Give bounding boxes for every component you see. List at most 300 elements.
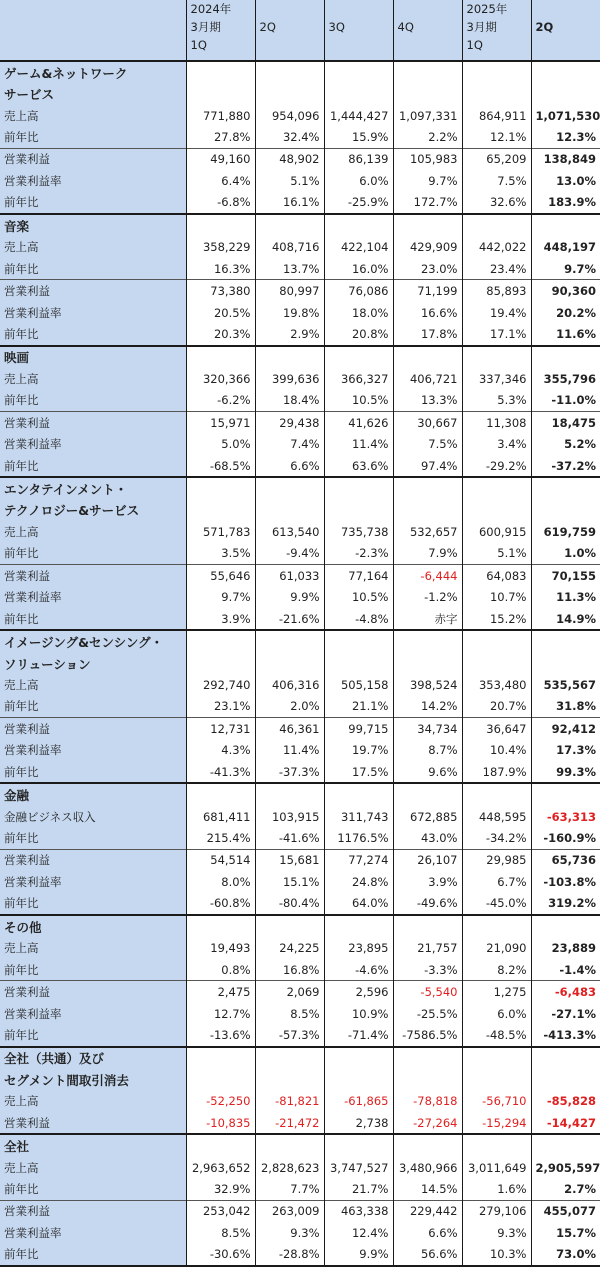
value-cell: 12.4% [324, 1222, 393, 1243]
section-title: その他 [0, 915, 186, 937]
value-cell: -6,483 [531, 981, 600, 1003]
section-title: イメージング&センシング・ [0, 630, 186, 652]
value-cell: 17.1% [462, 323, 531, 345]
value-cell: 448,595 [462, 806, 531, 827]
value-cell: 7.7% [255, 1178, 324, 1200]
empty-cell [186, 630, 255, 652]
empty-cell [324, 214, 393, 236]
row-label: 営業利益率 [0, 871, 186, 892]
value-cell: 15.1% [255, 871, 324, 892]
row-label: 前年比 [0, 959, 186, 981]
value-cell: 353,480 [462, 674, 531, 695]
value-cell: -13.6% [186, 1024, 255, 1046]
empty-cell [531, 346, 600, 368]
empty-cell [255, 1047, 324, 1069]
row-label: 前年比 [0, 893, 186, 915]
value-cell: 1.6% [462, 1178, 531, 1200]
empty-cell [393, 61, 462, 83]
value-cell: 11.6% [556, 326, 596, 341]
section-title: 金融 [0, 783, 186, 805]
value-cell: -41.6% [255, 827, 324, 849]
empty-cell [324, 1134, 393, 1156]
value-cell: 505,158 [324, 674, 393, 695]
empty-cell [462, 630, 531, 652]
value-cell: 2,596 [324, 981, 393, 1003]
value-cell: 16.1% [255, 192, 324, 214]
empty-cell [255, 630, 324, 652]
value-cell: 14.2% [393, 696, 462, 718]
value-cell: -7586.5% [393, 1024, 462, 1046]
value-cell: 10.4% [462, 740, 531, 761]
value-cell: 672,885 [393, 806, 462, 827]
header-2024-2q: 2Q [255, 0, 324, 61]
value-cell: 600,915 [462, 521, 531, 542]
empty-cell [186, 653, 255, 674]
table-row [0, 674, 600, 695]
empty-cell [186, 1047, 255, 1069]
table-row [0, 849, 600, 871]
value-cell: -10,835 [186, 1112, 255, 1134]
value-cell: -27,264 [393, 1112, 462, 1134]
value-cell: 19.7% [324, 740, 393, 761]
value-cell: 12.7% [186, 1003, 255, 1024]
value-cell: 864,911 [462, 105, 531, 126]
value-cell: 21,090 [462, 938, 531, 959]
value-cell: 11.4% [324, 433, 393, 454]
value-cell: 9.6% [393, 761, 462, 783]
table-row [0, 192, 600, 214]
value-cell: -1.2% [393, 587, 462, 608]
empty-cell [255, 346, 324, 368]
section-title-row [0, 1134, 600, 1156]
value-cell: 63.6% [324, 455, 393, 477]
table-row [0, 521, 600, 542]
value-cell: 2.0% [255, 696, 324, 718]
value-cell: 48,902 [255, 148, 324, 170]
value-cell: 21,757 [393, 938, 462, 959]
value-cell: 24.8% [324, 871, 393, 892]
empty-cell [462, 83, 531, 104]
value-cell: 1,071,530 [535, 108, 600, 123]
value-cell: 2,475 [186, 981, 255, 1003]
value-cell: 7.4% [255, 433, 324, 454]
value-cell: 14.9% [556, 611, 596, 626]
value-cell: 12,731 [186, 718, 255, 740]
empty-cell [186, 500, 255, 521]
table-row [0, 1178, 600, 1200]
value-cell: 263,009 [255, 1200, 324, 1222]
value-cell: 2,069 [255, 981, 324, 1003]
value-cell: 13.0% [556, 173, 596, 188]
table-row [0, 981, 600, 1003]
value-cell: 30,667 [393, 412, 462, 434]
value-cell: 31.8% [556, 699, 596, 714]
value-cell: 183.9% [548, 195, 596, 210]
table-row [0, 148, 600, 170]
value-cell: 16.6% [393, 302, 462, 323]
table-row [0, 1157, 600, 1178]
empty-cell [393, 214, 462, 236]
empty-cell [324, 346, 393, 368]
empty-cell [393, 477, 462, 499]
value-cell: -3.3% [393, 959, 462, 981]
value-cell: 619,759 [543, 524, 596, 539]
value-cell: 320,366 [186, 368, 255, 389]
value-cell: 8.0% [186, 871, 255, 892]
value-cell: -37.2% [551, 458, 596, 473]
row-label: 前年比 [0, 323, 186, 345]
empty-cell [393, 1047, 462, 1069]
value-cell: 17.8% [393, 323, 462, 345]
table-row [0, 126, 600, 148]
value-cell: 6.6% [393, 1222, 462, 1243]
empty-cell [186, 83, 255, 104]
value-cell: 15.9% [324, 126, 393, 148]
section-title: サービス [0, 83, 186, 104]
value-cell: 13.7% [255, 258, 324, 280]
value-cell: 398,524 [393, 674, 462, 695]
value-cell: -30.6% [186, 1244, 255, 1266]
empty-cell [186, 915, 255, 937]
value-cell: 9.3% [462, 1222, 531, 1243]
value-cell: 29,438 [255, 412, 324, 434]
value-cell: 41,626 [324, 412, 393, 434]
table-row [0, 893, 600, 915]
section-title: 映画 [0, 346, 186, 368]
value-cell: 18.0% [324, 302, 393, 323]
empty-cell [255, 83, 324, 104]
value-cell: -6.8% [186, 192, 255, 214]
value-cell: 17.3% [556, 743, 596, 758]
section-title: 全社 [0, 1134, 186, 1156]
empty-cell [462, 500, 531, 521]
row-label: 売上高 [0, 368, 186, 389]
value-cell: 3.9% [186, 608, 255, 630]
value-cell: 64,083 [462, 565, 531, 587]
value-cell: 319.2% [548, 896, 596, 911]
empty-cell [462, 346, 531, 368]
value-cell: 3.9% [393, 871, 462, 892]
value-cell: 3,747,527 [324, 1157, 393, 1178]
value-cell: 7.5% [462, 170, 531, 191]
section-title-row [0, 783, 600, 805]
value-cell: 6.0% [324, 170, 393, 191]
header-2024-4q: 4Q [393, 0, 462, 61]
value-cell: 9.7% [186, 587, 255, 608]
table-row [0, 1222, 600, 1243]
empty-cell [531, 500, 600, 521]
value-cell: -28.8% [255, 1244, 324, 1266]
value-cell: 77,164 [324, 565, 393, 587]
value-cell: 23.1% [186, 696, 255, 718]
empty-cell [393, 500, 462, 521]
table-row [0, 1024, 600, 1046]
value-cell: 99,715 [324, 718, 393, 740]
table-row [0, 433, 600, 454]
value-cell: 24,225 [255, 938, 324, 959]
value-cell: 43.0% [393, 827, 462, 849]
value-cell: 16.0% [324, 258, 393, 280]
row-label: 前年比 [0, 258, 186, 280]
table-row [0, 280, 600, 302]
empty-cell [531, 1134, 600, 1156]
value-cell: 229,442 [393, 1200, 462, 1222]
value-cell: 9.3% [255, 1222, 324, 1243]
table-row [0, 105, 600, 126]
value-cell: 20.8% [324, 323, 393, 345]
empty-cell [531, 1069, 600, 1090]
section-title: 全社（共通）及び [0, 1047, 186, 1069]
value-cell: 532,657 [393, 521, 462, 542]
value-cell: 5.0% [186, 433, 255, 454]
value-cell: 9.7% [393, 170, 462, 191]
value-cell: 46,361 [255, 718, 324, 740]
value-cell: -21,472 [255, 1112, 324, 1134]
value-cell: 279,106 [462, 1200, 531, 1222]
empty-cell [255, 653, 324, 674]
value-cell: 27.8% [186, 126, 255, 148]
value-cell: 18.4% [255, 390, 324, 412]
value-cell: 1.0% [564, 546, 596, 561]
empty-cell [393, 915, 462, 937]
section-title-row [0, 630, 600, 652]
table-row [0, 938, 600, 959]
value-cell: 49,160 [186, 148, 255, 170]
value-cell: 2.2% [393, 126, 462, 148]
value-cell: 赤字 [393, 608, 462, 630]
value-cell: -68.5% [186, 455, 255, 477]
value-cell: 56.6% [393, 1244, 462, 1266]
value-cell: 138,849 [531, 148, 600, 170]
empty-cell [255, 783, 324, 805]
value-cell: 11,308 [462, 412, 531, 434]
value-cell: 735,738 [324, 521, 393, 542]
value-cell: 15,681 [255, 849, 324, 871]
section-title: ゲーム&ネットワーク [0, 61, 186, 83]
value-cell: 20.3% [186, 323, 255, 345]
empty-cell [462, 61, 531, 83]
table-row [0, 1200, 600, 1222]
table-row [0, 543, 600, 565]
value-cell: 408,716 [255, 237, 324, 258]
table-row [0, 565, 600, 587]
value-cell: 455,077 [531, 1200, 600, 1222]
table-row [0, 608, 600, 630]
row-label: 売上高 [0, 1091, 186, 1112]
value-cell: -49.6% [393, 893, 462, 915]
value-cell: 448,197 [543, 240, 596, 255]
value-cell: 1,275 [462, 981, 531, 1003]
value-cell: 85,893 [462, 280, 531, 302]
value-cell: -71.4% [324, 1024, 393, 1046]
section-title-row [0, 477, 600, 499]
value-cell: 11.3% [556, 590, 596, 605]
value-cell: 86,139 [324, 148, 393, 170]
value-cell: 406,316 [255, 674, 324, 695]
value-cell: -413.3% [543, 1027, 596, 1042]
value-cell: -11.0% [551, 393, 596, 408]
value-cell: 64.0% [324, 893, 393, 915]
empty-cell [186, 1134, 255, 1156]
row-label: 前年比 [0, 126, 186, 148]
value-cell: 0.8% [186, 959, 255, 981]
value-cell: -6,444 [393, 565, 462, 587]
value-cell: 15,971 [186, 412, 255, 434]
value-cell: 29,985 [462, 849, 531, 871]
empty-cell [186, 1069, 255, 1090]
value-cell: 8.2% [462, 959, 531, 981]
value-cell: 21.7% [324, 1178, 393, 1200]
table-row [0, 323, 600, 345]
value-cell: 6.4% [186, 170, 255, 191]
value-cell: 358,229 [186, 237, 255, 258]
table-row [0, 827, 600, 849]
value-cell: 20.5% [186, 302, 255, 323]
section-title-row [0, 214, 600, 236]
value-cell: 6.0% [462, 1003, 531, 1024]
value-cell: 2,905,597 [535, 1160, 600, 1175]
table-row [0, 455, 600, 477]
value-cell: -103.8% [543, 874, 596, 889]
empty-cell [255, 477, 324, 499]
section-title-row [0, 653, 600, 674]
value-cell: 5.1% [255, 170, 324, 191]
value-cell: 355,796 [543, 371, 596, 386]
value-cell: 292,740 [186, 674, 255, 695]
row-label: 前年比 [0, 827, 186, 849]
header-2025-2q: 2Q [531, 0, 600, 61]
value-cell: 19,493 [186, 938, 255, 959]
value-cell: 8.5% [255, 1003, 324, 1024]
empty-cell [324, 1047, 393, 1069]
row-label: 営業利益 [0, 1112, 186, 1134]
value-cell: -1.4% [559, 962, 596, 977]
empty-cell [324, 500, 393, 521]
value-cell: 105,983 [393, 148, 462, 170]
section-title-row [0, 83, 600, 104]
row-label: 前年比 [0, 455, 186, 477]
empty-cell [462, 915, 531, 937]
empty-cell [324, 1069, 393, 1090]
empty-cell [462, 214, 531, 236]
empty-cell [462, 1047, 531, 1069]
value-cell: -81,821 [255, 1091, 324, 1112]
value-cell: 73.0% [531, 1244, 600, 1266]
value-cell: 61,033 [255, 565, 324, 587]
row-label: 前年比 [0, 1244, 186, 1266]
value-cell: 18,475 [531, 412, 600, 434]
value-cell: 3.4% [462, 433, 531, 454]
table-row [0, 1112, 600, 1134]
row-label: 営業利益 [0, 849, 186, 871]
section-title: セグメント間取引消去 [0, 1069, 186, 1090]
value-cell: 14.5% [393, 1178, 462, 1200]
empty-cell [324, 61, 393, 83]
header-2024-3q: 3Q [324, 0, 393, 61]
row-label: 営業利益率 [0, 433, 186, 454]
row-label: 売上高 [0, 1157, 186, 1178]
value-cell: -29.2% [462, 455, 531, 477]
value-cell: 97.4% [393, 455, 462, 477]
value-cell: 19.4% [462, 302, 531, 323]
empty-cell [186, 346, 255, 368]
empty-cell [393, 1134, 462, 1156]
value-cell: 1,444,427 [324, 105, 393, 126]
row-label: 前年比 [0, 1024, 186, 1046]
section-title-row [0, 915, 600, 937]
value-cell: 8.7% [393, 740, 462, 761]
value-cell: 10.7% [462, 587, 531, 608]
value-cell: -63,313 [546, 809, 596, 824]
value-cell: 9.7% [564, 261, 596, 276]
row-label: 前年比 [0, 1178, 186, 1200]
empty-cell [462, 783, 531, 805]
value-cell: 172.7% [393, 192, 462, 214]
section-title: テクノロジー&サービス [0, 500, 186, 521]
empty-cell [324, 653, 393, 674]
value-cell: 442,022 [462, 237, 531, 258]
value-cell: 3,011,649 [462, 1157, 531, 1178]
empty-cell [255, 61, 324, 83]
empty-cell [255, 1069, 324, 1090]
empty-cell [255, 500, 324, 521]
row-label: 売上高 [0, 237, 186, 258]
value-cell: -56,710 [462, 1091, 531, 1112]
value-cell: 15.7% [556, 1225, 596, 1240]
section-title-row [0, 500, 600, 521]
row-label: 金融ビジネス収入 [0, 806, 186, 827]
row-label: 売上高 [0, 105, 186, 126]
value-cell: 954,096 [255, 105, 324, 126]
value-cell: 1176.5% [324, 827, 393, 849]
value-cell: 1,097,331 [393, 105, 462, 126]
value-cell: 2.7% [564, 1182, 596, 1197]
table-body [0, 61, 600, 1266]
value-cell: -37.3% [255, 761, 324, 783]
value-cell: 5.3% [462, 390, 531, 412]
value-cell: 10.3% [462, 1244, 531, 1266]
value-cell: 215.4% [186, 827, 255, 849]
table-row [0, 390, 600, 412]
value-cell: 20.2% [556, 305, 596, 320]
value-cell: 71,199 [393, 280, 462, 302]
empty-cell [255, 1134, 324, 1156]
value-cell: 399,636 [255, 368, 324, 389]
empty-cell [531, 61, 600, 83]
empty-cell [324, 83, 393, 104]
value-cell: 6.7% [462, 871, 531, 892]
empty-cell [531, 214, 600, 236]
row-label: 営業利益 [0, 981, 186, 1003]
value-cell: 19.8% [255, 302, 324, 323]
value-cell: -78,818 [393, 1091, 462, 1112]
row-label: 前年比 [0, 192, 186, 214]
empty-cell [531, 1047, 600, 1069]
row-label: 営業利益 [0, 412, 186, 434]
value-cell: 32.6% [462, 192, 531, 214]
value-cell: 65,209 [462, 148, 531, 170]
empty-cell [186, 477, 255, 499]
value-cell: 92,412 [531, 718, 600, 740]
value-cell: -41.3% [186, 761, 255, 783]
value-cell: 9.9% [324, 1244, 393, 1266]
empty-cell [186, 783, 255, 805]
value-cell: -5,540 [393, 981, 462, 1003]
table-row [0, 1003, 600, 1024]
value-cell: -48.5% [462, 1024, 531, 1046]
empty-cell [186, 61, 255, 83]
empty-cell [462, 477, 531, 499]
